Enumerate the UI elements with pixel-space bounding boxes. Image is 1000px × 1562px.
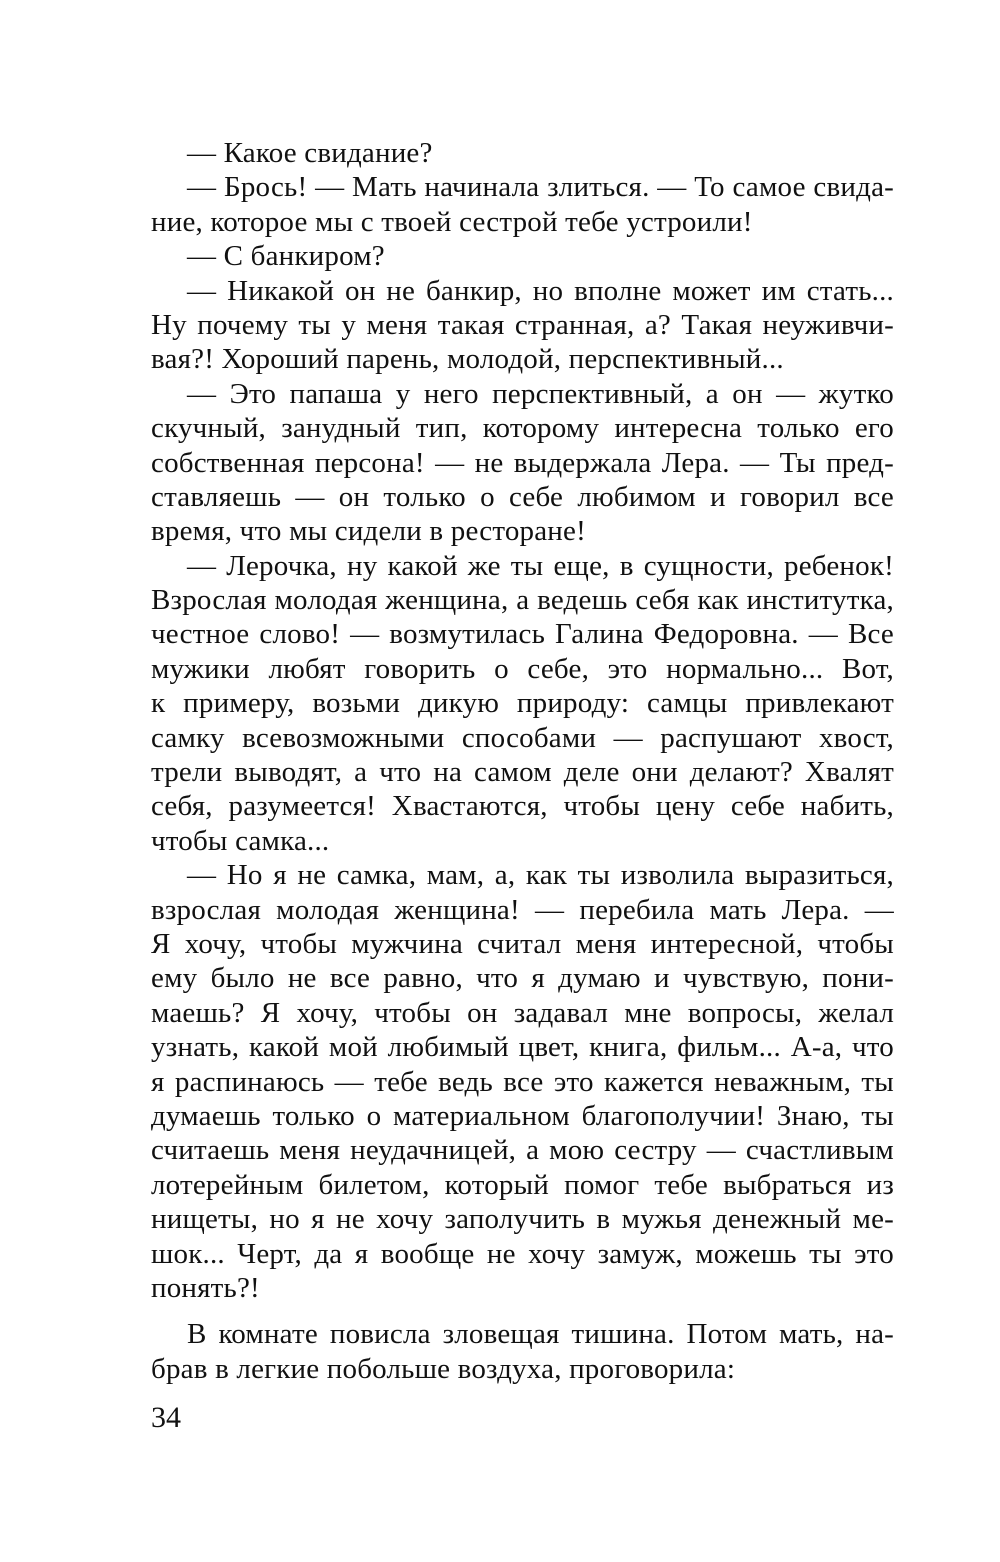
text-line: скучный, занудный тип, которому интересна только его: [151, 412, 894, 445]
text-line: — С банкиром?: [187, 240, 385, 273]
text-line: маешь? Я хочу, чтобы он задавал мне вопросы, желал: [151, 996, 894, 1029]
text-line: я распинаюсь — тебе ведь все это кажется неважным, ты: [151, 1065, 894, 1098]
text-line: — Никакой он не банкир, но вполне может им стать...: [187, 274, 894, 307]
text-line: ему было не все равно, что я думаю и чувствую, пони-: [151, 962, 894, 995]
text-line: чтобы самка...: [151, 824, 330, 857]
page-number: 34: [151, 1401, 181, 1434]
text-line: трели выводят, а что на самом деле они делают? Хвалят: [151, 756, 894, 789]
text-line: — Лерочка, ну какой же ты еще, в сущности, ребенок!: [187, 549, 894, 582]
text-line: брав в легкие побольше воздуха, проговорила:: [151, 1352, 736, 1385]
text-line: ние, которое мы с твоей сестрой тебе устроили!: [151, 205, 753, 238]
text-line: считаешь меня неудачницей, а мою сестру — счастливым: [151, 1134, 894, 1167]
text-line: лотерейным билетом, который помог тебе выбраться из: [151, 1168, 894, 1201]
text-line: мужики любят говорить о себе, это нормально... Вот,: [151, 652, 894, 685]
text-line: самку всевозможными способами — распушают хвост,: [151, 721, 894, 754]
text-line: — Это папаша у него перспективный, а он — жутко: [187, 377, 894, 410]
text-line: себя, разумеется! Хвастаются, чтобы цену себе набить,: [151, 790, 894, 823]
paragraph-gap: [151, 1305, 894, 1317]
text-line: к примеру, возьми дикую природу: самцы привлекают: [151, 687, 894, 720]
text-line: ставляешь — он только о себе любимом и говорил все: [151, 480, 894, 513]
text-line: — Какое свидание?: [187, 137, 433, 169]
text-line: — Но я не самка, мам, а, как ты изволила выразиться,: [187, 859, 894, 892]
text-line: шок... Черт, да я вообще не хочу замуж, можешь ты это: [151, 1237, 894, 1270]
text-line: В комнате повисла зловещая тишина. Потом мать, на-: [187, 1318, 894, 1351]
text-line: Взрослая молодая женщина, а ведешь себя как институтка,: [151, 584, 894, 617]
text-line: собственная персона! — не выдержала Лера. — Ты пред-: [151, 446, 894, 479]
text-line: взрослая молодая женщина! — перебила мать Лера. —: [151, 893, 894, 926]
text-line: понять?!: [151, 1271, 260, 1304]
text-line: думаешь только о материальном благополучии! Знаю, ты: [151, 1099, 894, 1132]
text-line: Ну почему ты у меня такая странная, а? Такая неуживчи-: [151, 308, 894, 341]
text-line: узнать, какой мой любимый цвет, книга, фильм... А-а, что: [151, 1031, 894, 1064]
text-line: вая?! Хороший парень, молодой, перспективный...: [151, 343, 784, 376]
text-line: Я хочу, чтобы мужчина считал меня интересной, чтобы: [151, 927, 894, 960]
page-body-text: [151, 136, 894, 1386]
text-line: — Брось! — Мать начинала злиться. — То самое свида-: [187, 171, 894, 204]
text-line: честное слово! — возмутилась Галина Федоровна. — Все: [151, 618, 894, 651]
text-line: нищеты, но я не хочу заполучить в мужья денежный ме-: [151, 1203, 894, 1236]
text-line: время, что мы сидели в ресторане!: [151, 515, 586, 548]
